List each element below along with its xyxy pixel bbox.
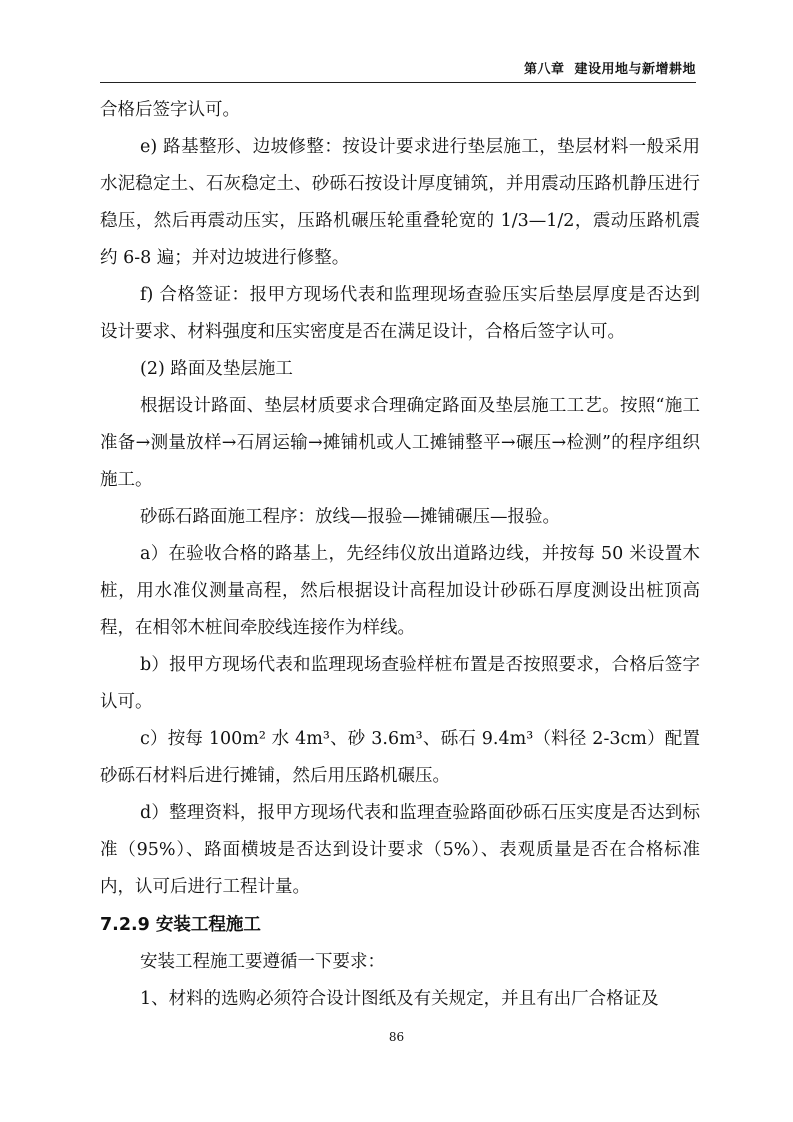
section-heading: 7.2.9 安装工程施工 [100,915,261,935]
paragraph-item-a: a）在验收合格的路基上，先经纬仪放出道路边线，并按每 50 米设置木桩，用水准仪测量高程，然后根据设计高程加设计砂砾石厚度测设出桩顶高程，在相邻木桩间牵胶线连接作为样线。 [100,544,700,638]
section-paragraph-item-1: 1、材料的选购必须符合设计图纸及有关规定，并且有出厂合格证及 [140,989,659,1009]
paragraph-item-d: d）整理资料，报甲方现场代表和监理查验路面砂砾石压实度是否达到标准（95%）、路面横坡是否达到设计要求（5%）、表观质量是否在合格标准内，认可后进行工程计量。 [100,803,700,897]
paragraph-item-b: b）报甲方现场代表和监理现场查验样桩布置是否按照要求，合格后签字认可。 [100,655,700,712]
paragraph-item-c: c）按每 100m² 水 4m³、砂 3.6m³、砾石 9.4m³（料径 2-3cm）配置砂砾石材料后进行摊铺，然后用压路机碾压。 [100,729,700,786]
paragraph-gravel-procedure: 砂砾石路面施工程序：放线—报验—摊铺碾压—报验。 [140,507,560,527]
page-content [100,92,700,1018]
header-chapter: 第八章 [523,62,565,77]
page-header [100,52,696,83]
page-number: 86 [388,1030,405,1044]
paragraph-process-intro: 根据设计路面、垫层材质要求合理确定路面及垫层施工工艺。按照“施工准备→测量放样→石屑运输→摊铺机或人工摊铺整平→碾压→检测”的程序组织施工。 [100,396,700,490]
paragraph-item-e: e) 路基整形、边坡修整：按设计要求进行垫层施工，垫层材料一般采用水泥稳定土、石灰稳定土、砂砾石按设计厚度铺筑，并用震动压路机静压进行稳压，然后再震动压实，压路机碾压轮重叠轮宽的 1/3—1/2，震动压路机震约 6-8 遍；并对边坡进行修整。 [100,137,700,268]
header-text [524,58,696,77]
header-title: 建设用地与新增耕地 [574,62,696,77]
paragraph-item-f: f) 合格签证：报甲方现场代表和监理现场查验压实后垫层厚度是否达到设计要求、材料强度和压实密度是否在满足设计，合格后签字认可。 [100,285,700,342]
section-paragraph-intro: 安装工程施工要遵循一下要求： [140,952,385,972]
subsection-heading: (2) 路面及垫层施工 [140,359,293,379]
paragraph-continuation: 合格后签字认可。 [100,100,240,120]
